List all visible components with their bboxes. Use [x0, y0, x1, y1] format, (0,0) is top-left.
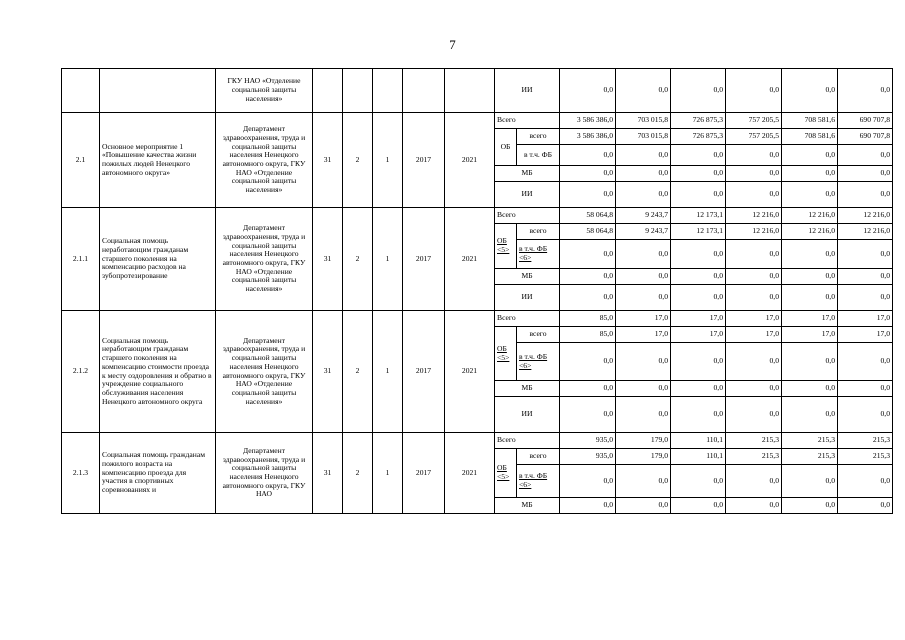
- value-cell: 703 015,8: [616, 129, 671, 145]
- table-cell: [343, 69, 373, 113]
- value-cell: 12 216,0: [782, 224, 838, 240]
- value-cell: 0,0: [782, 166, 838, 182]
- value-cell: 17,0: [671, 327, 726, 343]
- code-cell: 31: [313, 208, 343, 311]
- value-cell: 0,0: [560, 182, 616, 208]
- end-year: 2021: [445, 311, 495, 433]
- total-label: Всего: [495, 311, 560, 327]
- start-year: 2017: [403, 208, 445, 311]
- total-label: Всего: [495, 433, 560, 449]
- mb-label: МБ: [495, 381, 560, 397]
- value-cell: 17,0: [616, 311, 671, 327]
- row-executor: Департамент здравоохранения, труда и социальной защиты населения Ненецкого автономного округа, ГКУ НАО: [216, 433, 313, 514]
- value-cell: 0,0: [671, 397, 726, 433]
- value-cell: 0,0: [560, 166, 616, 182]
- mb-label: МБ: [495, 166, 560, 182]
- row-name: Социальная помощь неработающим гражданам старшего поколения на компенсацию расходов на зубопротезирование: [100, 208, 216, 311]
- number-cell: [62, 69, 100, 113]
- value-cell: 0,0: [782, 397, 838, 433]
- code-cell: 2: [343, 113, 373, 208]
- total-sub-label: всего: [517, 224, 560, 240]
- code-cell: 2: [343, 433, 373, 514]
- value-cell: 0,0: [671, 166, 726, 182]
- value-cell: 179,0: [616, 449, 671, 465]
- ii-label: ИИ: [495, 182, 560, 208]
- value-cell: 0,0: [560, 269, 616, 285]
- value-cell: 0,0: [560, 69, 616, 113]
- value-cell: 0,0: [782, 145, 838, 166]
- value-cell: 0,0: [616, 343, 671, 381]
- value-cell: 0,0: [616, 182, 671, 208]
- value-cell: 0,0: [616, 397, 671, 433]
- total-label: Всего: [495, 113, 560, 129]
- fb-label: в т.ч. ФБ: [517, 145, 560, 166]
- value-cell: 85,0: [560, 327, 616, 343]
- value-cell: 0,0: [726, 69, 782, 113]
- value-cell: 110,1: [671, 449, 726, 465]
- value-cell: 17,0: [782, 327, 838, 343]
- ob-label: ОБ <5>: [495, 449, 517, 498]
- value-cell: 12 216,0: [838, 208, 893, 224]
- fb-label: в т.ч. ФБ <6>: [517, 240, 560, 269]
- value-cell: 0,0: [560, 381, 616, 397]
- value-cell: 17,0: [671, 311, 726, 327]
- value-cell: 0,0: [726, 498, 782, 514]
- mb-label: МБ: [495, 498, 560, 514]
- code-cell: 2: [343, 208, 373, 311]
- value-cell: 0,0: [726, 465, 782, 498]
- value-cell: 0,0: [838, 465, 893, 498]
- start-year: 2017: [403, 311, 445, 433]
- value-cell: 690 707,8: [838, 113, 893, 129]
- value-cell: 58 064,8: [560, 208, 616, 224]
- value-cell: 703 015,8: [616, 113, 671, 129]
- value-cell: 0,0: [616, 269, 671, 285]
- table-row: [62, 69, 893, 113]
- value-cell: 0,0: [560, 240, 616, 269]
- value-cell: 935,0: [560, 433, 616, 449]
- value-cell: 9 243,7: [616, 208, 671, 224]
- value-cell: 0,0: [838, 381, 893, 397]
- value-cell: 0,0: [838, 397, 893, 433]
- value-cell: 726 875,3: [671, 129, 726, 145]
- name-cell: [100, 69, 216, 113]
- value-cell: 215,3: [726, 449, 782, 465]
- value-cell: 0,0: [616, 381, 671, 397]
- code-cell: 1: [373, 433, 403, 514]
- table-body: [62, 69, 893, 514]
- ob-label: ОБ <5>: [495, 224, 517, 269]
- code-cell: 1: [373, 311, 403, 433]
- value-cell: 0,0: [671, 69, 726, 113]
- value-cell: 12 216,0: [726, 208, 782, 224]
- executor-cell: ГКУ НАО «Отделение социальной защиты населения»: [216, 69, 313, 113]
- row-executor: Департамент здравоохранения, труда и социальной защиты населения Ненецкого автономного округа, ГКУ НАО «Отделение социальной защиты населения»: [216, 311, 313, 433]
- value-cell: 17,0: [838, 327, 893, 343]
- total-sub-label: всего: [517, 129, 560, 145]
- value-cell: 0,0: [838, 69, 893, 113]
- value-cell: 726 875,3: [671, 113, 726, 129]
- row-executor: Департамент здравоохранения, труда и социальной защиты населения Ненецкого автономного округа, ГКУ НАО «Отделение социальной защиты населения»: [216, 208, 313, 311]
- value-cell: 0,0: [616, 498, 671, 514]
- value-cell: 0,0: [616, 69, 671, 113]
- total-sub-label: всего: [517, 327, 560, 343]
- source-label: ИИ: [495, 69, 560, 113]
- value-cell: 0,0: [782, 240, 838, 269]
- row-number: 2.1: [62, 113, 100, 208]
- value-cell: 0,0: [671, 285, 726, 311]
- value-cell: 12 216,0: [838, 224, 893, 240]
- value-cell: 0,0: [616, 465, 671, 498]
- value-cell: 0,0: [838, 145, 893, 166]
- value-cell: 215,3: [838, 433, 893, 449]
- value-cell: 0,0: [782, 465, 838, 498]
- value-cell: 17,0: [726, 311, 782, 327]
- value-cell: 0,0: [726, 381, 782, 397]
- row-number: 2.1.2: [62, 311, 100, 433]
- value-cell: 0,0: [838, 240, 893, 269]
- row-number: 2.1.3: [62, 433, 100, 514]
- row-name: Основное мероприятие 1 «Повышение качества жизни пожилых людей Ненецкого автономного округа»: [100, 113, 216, 208]
- value-cell: 12 173,1: [671, 224, 726, 240]
- value-cell: 0,0: [671, 145, 726, 166]
- fb-label: в т.ч. ФБ <6>: [517, 465, 560, 498]
- value-cell: 17,0: [616, 327, 671, 343]
- end-year: 2021: [445, 208, 495, 311]
- row-name: Социальная помощь неработающим гражданам старшего поколения на компенсацию стоимости проезда к месту оздоровления и обратно в учреждение социального обслуживания населения Ненецкого автономного округа: [100, 311, 216, 433]
- value-cell: 3 586 386,0: [560, 129, 616, 145]
- value-cell: 0,0: [616, 240, 671, 269]
- value-cell: 0,0: [726, 269, 782, 285]
- code-cell: 1: [373, 113, 403, 208]
- value-cell: 0,0: [726, 240, 782, 269]
- ii-label: ИИ: [495, 285, 560, 311]
- value-cell: 3 586 386,0: [560, 113, 616, 129]
- table-cell: [373, 69, 403, 113]
- value-cell: 0,0: [616, 145, 671, 166]
- code-cell: 31: [313, 113, 343, 208]
- value-cell: 757 205,5: [726, 113, 782, 129]
- value-cell: 58 064,8: [560, 224, 616, 240]
- value-cell: 0,0: [726, 145, 782, 166]
- ob-label: ОБ <5>: [495, 327, 517, 381]
- value-cell: 0,0: [560, 285, 616, 311]
- value-cell: 0,0: [671, 343, 726, 381]
- table-row: [62, 208, 893, 224]
- program-table: [61, 68, 893, 514]
- value-cell: 0,0: [671, 498, 726, 514]
- code-cell: 31: [313, 311, 343, 433]
- row-number: 2.1.1: [62, 208, 100, 311]
- value-cell: 0,0: [782, 285, 838, 311]
- value-cell: 0,0: [838, 343, 893, 381]
- code-cell: 31: [313, 433, 343, 514]
- value-cell: 0,0: [838, 182, 893, 208]
- table-row: [62, 113, 893, 129]
- value-cell: 0,0: [782, 69, 838, 113]
- total-label: Всего: [495, 208, 560, 224]
- value-cell: 0,0: [671, 240, 726, 269]
- value-cell: 0,0: [726, 343, 782, 381]
- value-cell: 215,3: [838, 449, 893, 465]
- table-cell: [403, 69, 445, 113]
- table-cell: [445, 69, 495, 113]
- value-cell: 757 205,5: [726, 129, 782, 145]
- value-cell: 0,0: [560, 397, 616, 433]
- value-cell: 110,1: [671, 433, 726, 449]
- value-cell: 215,3: [782, 433, 838, 449]
- value-cell: 0,0: [782, 381, 838, 397]
- value-cell: 0,0: [726, 285, 782, 311]
- page-number: 7: [449, 37, 456, 52]
- value-cell: 690 707,8: [838, 129, 893, 145]
- value-cell: 215,3: [726, 433, 782, 449]
- value-cell: 0,0: [560, 145, 616, 166]
- code-cell: 1: [373, 208, 403, 311]
- value-cell: 215,3: [782, 449, 838, 465]
- row-executor: Департамент здравоохранения, труда и социальной защиты населения Ненецкого автономного округа, ГКУ НАО «Отделение социальной защиты населения»: [216, 113, 313, 208]
- value-cell: 12 216,0: [782, 208, 838, 224]
- table-cell: [313, 69, 343, 113]
- value-cell: 0,0: [838, 498, 893, 514]
- value-cell: 0,0: [671, 182, 726, 208]
- value-cell: 935,0: [560, 449, 616, 465]
- value-cell: 17,0: [782, 311, 838, 327]
- fb-label: в т.ч. ФБ <6>: [517, 343, 560, 381]
- value-cell: 17,0: [726, 327, 782, 343]
- value-cell: 0,0: [782, 498, 838, 514]
- value-cell: 0,0: [616, 166, 671, 182]
- row-name: Социальная помощь гражданам пожилого возраста на компенсацию проезда для участия в спортивных соревнованиях и: [100, 433, 216, 514]
- value-cell: 179,0: [616, 433, 671, 449]
- table-row: [62, 311, 893, 327]
- value-cell: 0,0: [616, 285, 671, 311]
- value-cell: 708 581,6: [782, 129, 838, 145]
- value-cell: 0,0: [782, 343, 838, 381]
- value-cell: 17,0: [838, 311, 893, 327]
- value-cell: 0,0: [671, 465, 726, 498]
- value-cell: 0,0: [560, 465, 616, 498]
- value-cell: 0,0: [838, 269, 893, 285]
- end-year: 2021: [445, 113, 495, 208]
- value-cell: 0,0: [560, 498, 616, 514]
- value-cell: 0,0: [726, 166, 782, 182]
- start-year: 2017: [403, 113, 445, 208]
- ob-label: ОБ: [495, 129, 517, 166]
- value-cell: 12 216,0: [726, 224, 782, 240]
- value-cell: 0,0: [671, 269, 726, 285]
- value-cell: 0,0: [560, 343, 616, 381]
- value-cell: 0,0: [671, 381, 726, 397]
- value-cell: 0,0: [838, 166, 893, 182]
- value-cell: 0,0: [782, 269, 838, 285]
- value-cell: 0,0: [838, 285, 893, 311]
- value-cell: 85,0: [560, 311, 616, 327]
- start-year: 2017: [403, 433, 445, 514]
- value-cell: 0,0: [726, 397, 782, 433]
- value-cell: 0,0: [782, 182, 838, 208]
- value-cell: 0,0: [726, 182, 782, 208]
- mb-label: МБ: [495, 269, 560, 285]
- value-cell: 9 243,7: [616, 224, 671, 240]
- value-cell: 708 581,6: [782, 113, 838, 129]
- ii-label: ИИ: [495, 397, 560, 433]
- value-cell: 12 173,1: [671, 208, 726, 224]
- code-cell: 2: [343, 311, 373, 433]
- end-year: 2021: [445, 433, 495, 514]
- total-sub-label: всего: [517, 449, 560, 465]
- table-row: [62, 433, 893, 449]
